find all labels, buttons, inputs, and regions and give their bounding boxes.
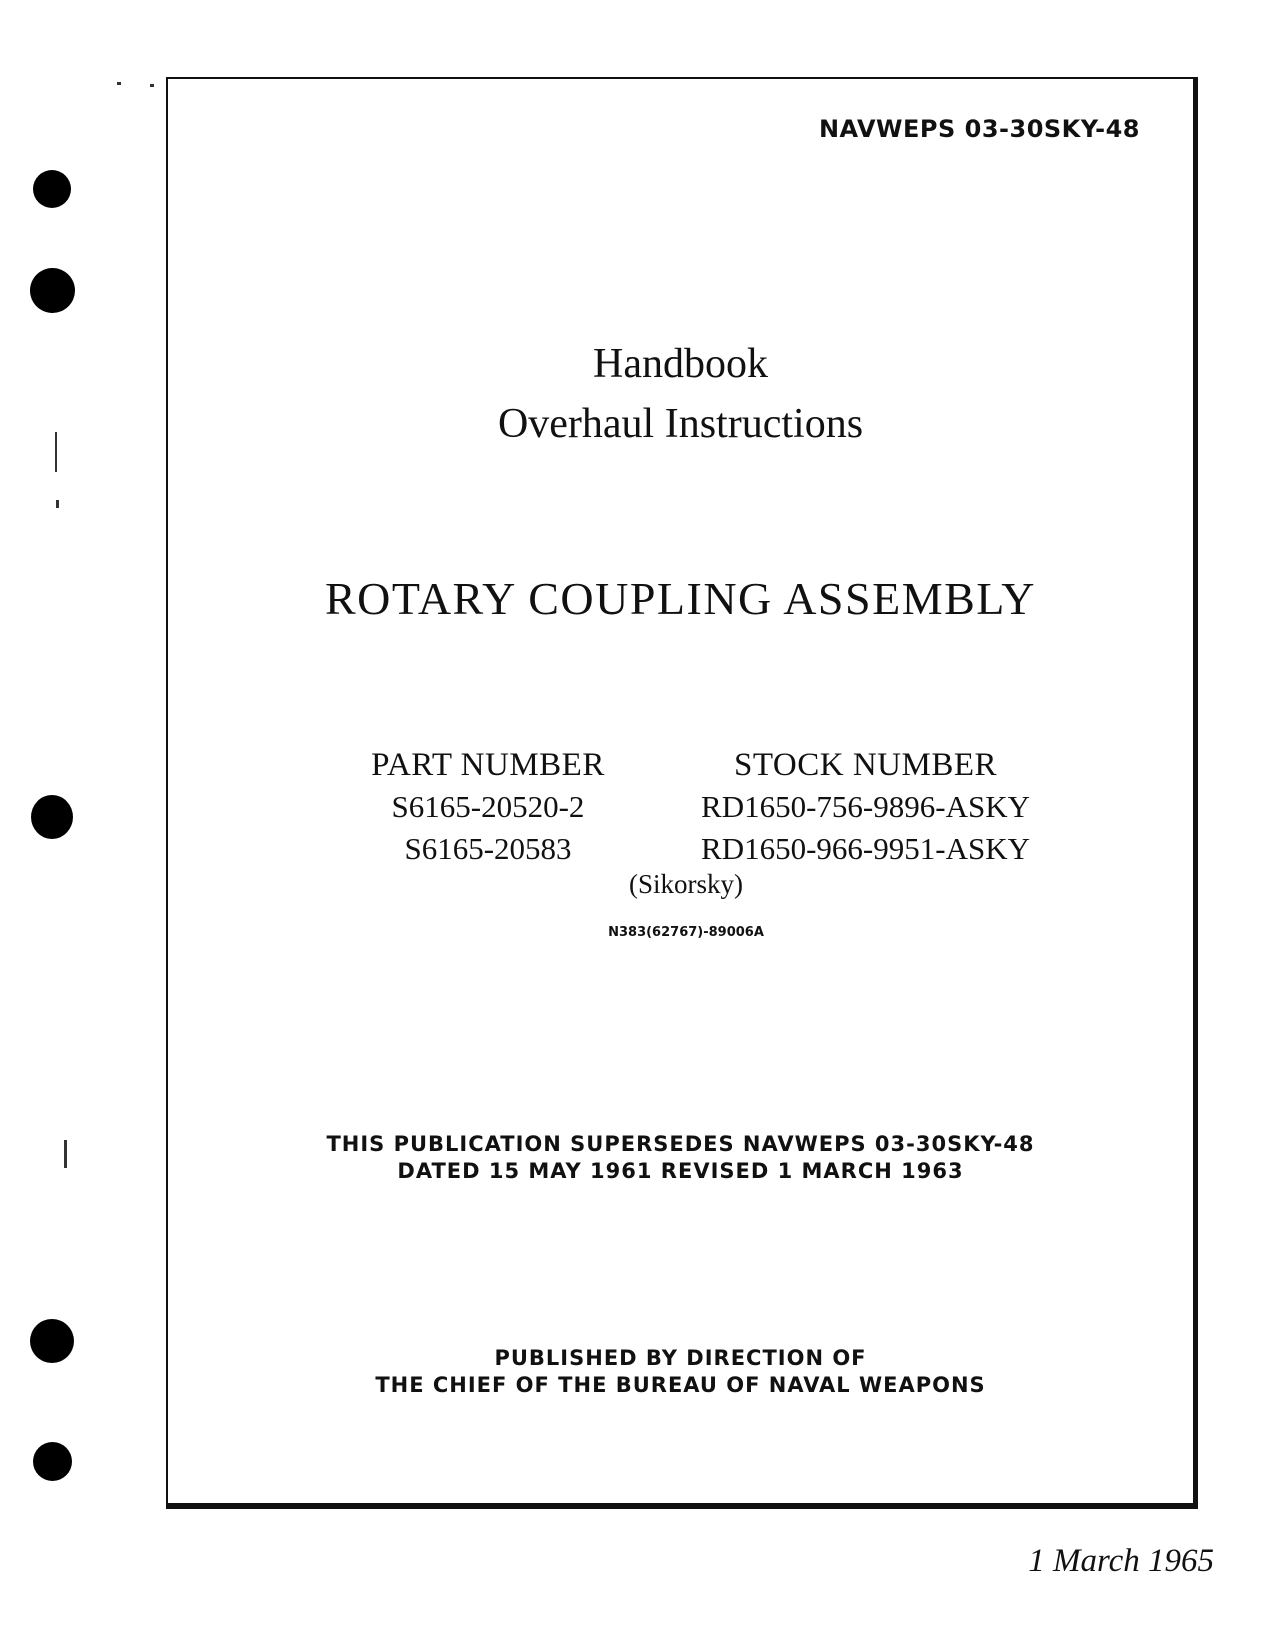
part-number-heading: PART NUMBER	[371, 747, 605, 783]
authority-notice	[168, 1345, 1193, 1399]
punch-hole-4	[30, 1319, 74, 1363]
part-number-column	[308, 744, 668, 870]
stock-number-column	[673, 744, 1058, 870]
punch-hole-3	[31, 795, 73, 839]
document-number: NAVWEPS 03-30SKY-48	[818, 115, 1140, 143]
stock-number-heading: STOCK NUMBER	[733, 747, 998, 783]
title-line-overhaul: Overhaul Instructions	[497, 401, 864, 447]
supersedes-line: THIS PUBLICATION SUPERSEDES NAVWEPS 03-30SKY-48	[326, 1132, 1035, 1156]
manufacturer: (Sikorsky)	[629, 869, 743, 899]
handbook-title	[168, 334, 1193, 454]
scan-speck	[64, 1140, 67, 1168]
authority-line: THE CHIEF OF THE BUREAU OF NAVAL WEAPONS	[375, 1373, 986, 1397]
authority-line: PUBLISHED BY DIRECTION OF	[494, 1346, 867, 1370]
title-line-handbook: Handbook	[593, 341, 768, 387]
punch-hole-5	[33, 1442, 72, 1481]
subject-title: ROTARY COUPLING ASSEMBLY	[325, 573, 1036, 624]
scan-speck	[117, 82, 121, 85]
issue-date: 1 March 1965	[1028, 1543, 1214, 1579]
scan-speck	[150, 84, 154, 87]
stock-number-item: RD1650-756-9896-ASKY	[701, 789, 1030, 824]
supersedes-line: DATED 15 MAY 1961 REVISED 1 MARCH 1963	[397, 1159, 964, 1183]
part-number-item: S6165-20520-2	[391, 789, 585, 824]
punch-hole-1	[33, 170, 71, 208]
part-number-item: S6165-20583	[404, 831, 572, 866]
manufacturer-code: N383(62767)-89006A	[608, 925, 764, 940]
scan-speck	[55, 432, 57, 472]
punch-hole-2	[30, 268, 75, 313]
page-border	[166, 77, 1198, 1509]
supersedes-notice	[168, 1131, 1193, 1185]
stock-number-item: RD1650-966-9951-ASKY	[701, 831, 1030, 866]
scan-speck	[56, 500, 59, 508]
